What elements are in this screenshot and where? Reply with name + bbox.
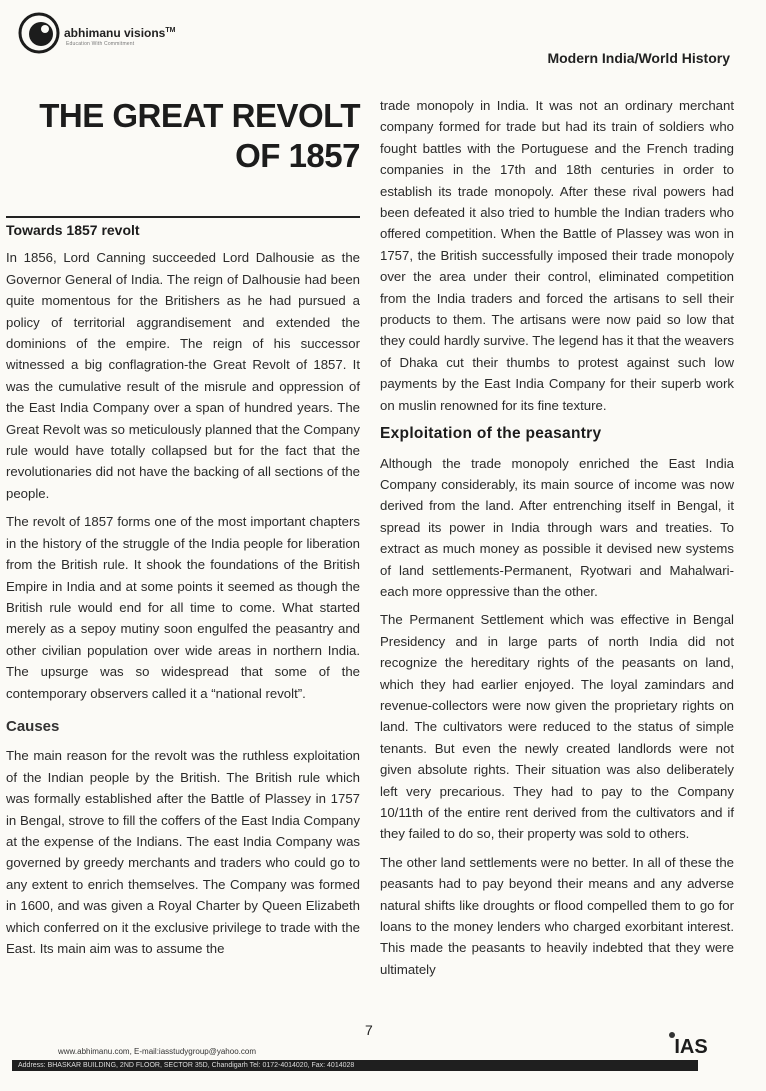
paragraph: trade monopoly in India. It was not an ordinary merchant company formed for trade but had its train of soldiers who fought battles with the Portuguese and the French trading companies in the 17th and 18th centuries in order to establish its trade monopoly. After these rival powers had been defeated it also tried to humble the Indian traders who offered competition. When the Battle of Plassey was won in 1757, the British successfully imposed their trade monopoly over the area under their control, eliminated competition from the India traders and forced the artisans to sell their products to them. The artisans were now paid so low that they could hardly survive. The legend has it that the weavers of Dhaka cut their thumbs to protest against such low payments by the East India Company for their superb work on muslin renowned for its fine texture. xyxy=(380,98,734,413)
article-title: THE GREAT REVOLT OF 1857 xyxy=(39,97,360,174)
title-divider xyxy=(6,216,360,218)
paragraph: In 1856, Lord Canning succeeded Lord Dalhousie as the Governor General of India. The reign of Dalhousie had been quite momentous for the Britishers as he had pursued a policy of territorial aggrandisement and extended the dominions of the empire. The reign of his successor witnessed a big conflagration-the Great Revolt of 1857. It was the cumulative result of the misrule and oppression of the East India Company over a span of hundred years. The Great Revolt was so meticulously planned that the Company rule would have totally collapsed but for the fact that the revolutionaries did not have the backing of all sections of the people. xyxy=(6,250,360,501)
subheading-towards-1857: Towards 1857 revolt xyxy=(6,222,140,238)
paragraph: The Permanent Settlement which was effective in Bengal Presidency and in large parts of north India did not recognize the hereditary rights of the peasants on land, which they had earlier enjoyed. The loyal zamindars and revenue-collectors were now given the proprietary rights on land. The cultivators were reduced to the status of simple tenants. But even the newly created landlords were not given absolute rights. Their situation was also deliberately left very precarious. They had to pay to the Company 10/11th of the entire rent derived from the cultivators and if they failed to do so, their property was sold to others. xyxy=(380,612,734,842)
heading-exploitation-peasantry: Exploitation of the peasantry xyxy=(380,425,602,443)
paragraph: The main reason for the revolt was the ruthless exploitation of the Indian people by the British. The British rule which was formally established after the Battle of Plassey in 1757 in Bengal, strove to fill the coffers of the East India Company at the expense of the Indians. The east India Company was governed by greedy merchants and traders who could go to any extent to enrich themselves. The Company was formed in 1600, and was given a Royal Charter by Queen Elizabeth which conferred on it the exclusive privilege to trade with the East. Its main aim was to assume the xyxy=(6,748,360,956)
left-column xyxy=(6,96,360,966)
paragraph: The revolt of 1857 forms one of the most important chapters in the history of the struggle of the India people for liberation from the British rule. It shook the foundations of the British Empire in India and at some points it seemed as though the British rule would end for all time to come. What started merely as a sepoy mutiny soon engulfed the peasantry and other civilian population over wide areas in northern India. The upsurge was so widespread that some of the contemporary observers called it a “national revolt”. xyxy=(6,514,360,701)
page-number: 7 xyxy=(365,1022,373,1038)
right-column xyxy=(380,95,734,987)
section-title: Modern India/World History xyxy=(547,50,730,66)
abhimanu-logo-icon xyxy=(18,12,60,54)
paragraph: The other land settlements were no better. In all of these the peasants had to pay beyond their means and any adverse natural shifts like droughts or flood compelled them to go for loans to the money lenders who charged exorbitant interest. This made the peasants to heavily indebted that they were ultimately xyxy=(380,854,734,977)
brand-tagline: Education With Commitment xyxy=(66,41,135,47)
footer-contact: www.abhimanu.com, E-mail:iasstudygroup@yahoo.com xyxy=(58,1047,256,1056)
heading-causes: Causes xyxy=(6,717,60,735)
footer-address: Address: BHASKAR BUILDING, 2ND FLOOR, SECTOR 35D, Chandigarh Tel: 0172-4014020, Fax: 4014028 xyxy=(18,1062,355,1069)
ias-logo-icon xyxy=(664,1029,716,1057)
brand-name: abhimanu visions™ xyxy=(64,26,176,40)
svg-text:IAS: IAS xyxy=(674,1036,708,1057)
paragraph: Although the trade monopoly enriched the East India Company considerably, its main source of income was now derived from the land. After entrenching itself in Bengal, it spread its power in India through wars and treaties. To extract as much money as possible it devised new systems of land settlements-Permanent, Ryotwari and Mahalwari-each more oppressive than the other. xyxy=(380,455,734,599)
